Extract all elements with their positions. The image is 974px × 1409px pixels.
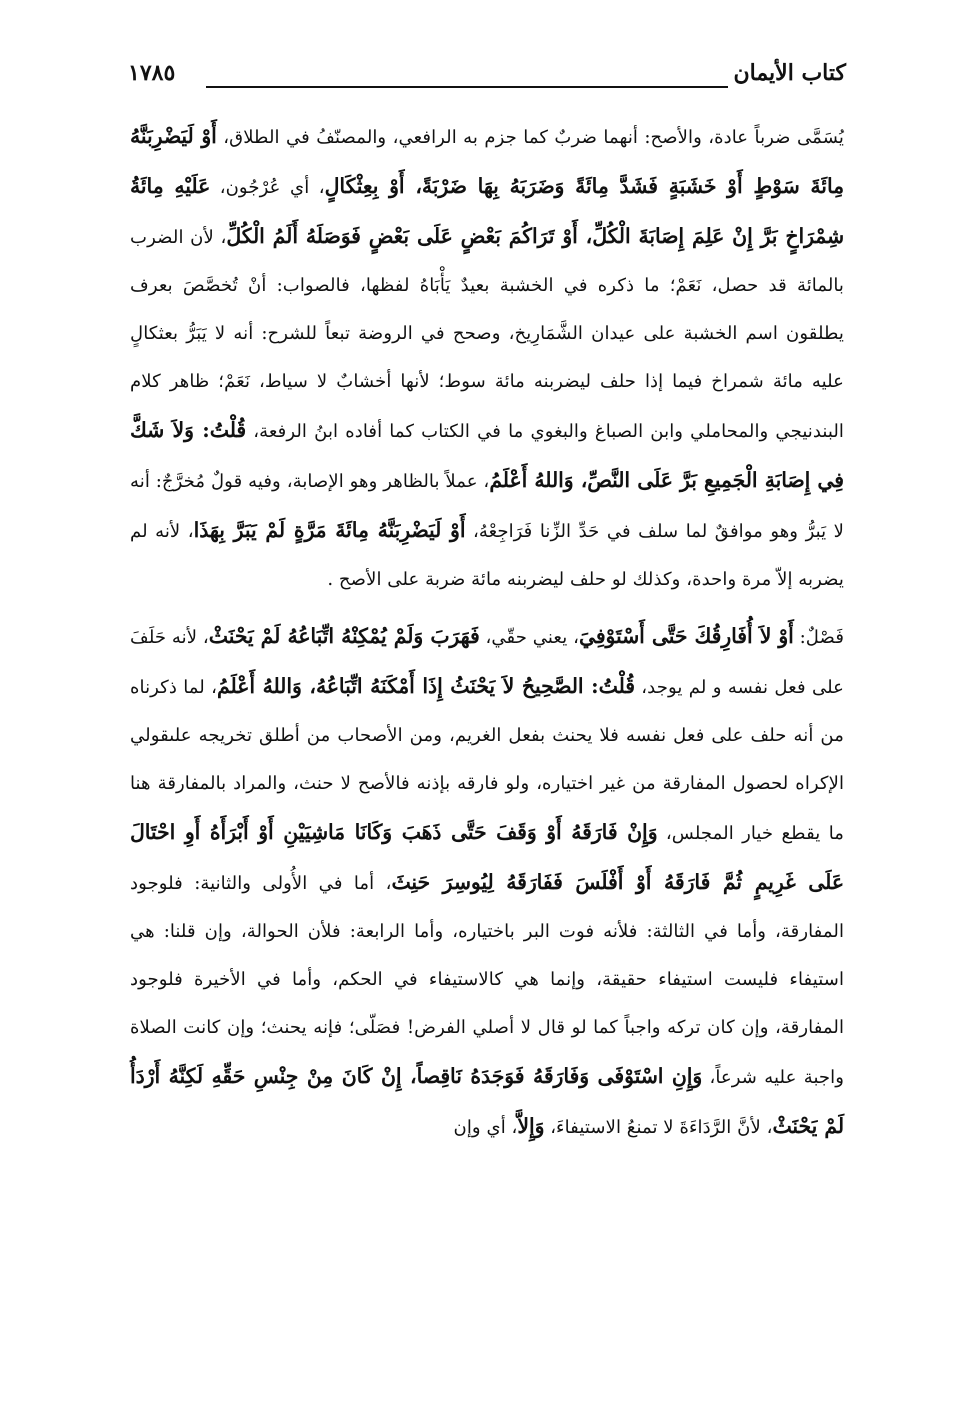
body-text bbox=[130, 112, 844, 1152]
text-run: ، عملاً بالظاهر وهو الإصابة، وفيه قولٌ مُخرَّجٌ: أنه لا يَبرُّ وهو موافقٌ لما سلف في حَدِّ الزِّنا فَرَاجِعْهُ، bbox=[130, 471, 845, 542]
paragraph-2 bbox=[130, 612, 844, 1152]
paragraph-1 bbox=[130, 112, 844, 604]
text-run: ، أي عُرْجُون، bbox=[210, 177, 325, 198]
section-label: فَصْلٌ: bbox=[793, 627, 845, 648]
text-run: ، أي وإن bbox=[453, 1117, 518, 1138]
text-run: ، أما في الأُولى والثانية: فلوجود المفارقة، وأما في الثالثة: فلأنه فوت البر باختياره، وأما الرابعة: فلأن الحوالة، وإن قلنا: هي استيفاء فليست استيفاء حقيقة، وإنما هي كالاستيفاء في الحكم، وأما في الأخيرة فلوجود المفارقة، وإن كان تركه واجباً كما لو قال لا أصلي الفرض! فصَلّى؛ فإنه يحنث؛ وإن كانت الصلاة واجبة عليه شرعاً، bbox=[130, 873, 845, 1088]
text-run: ، لأنه حَلَفَ على فعل نفسه و لم يوجد، bbox=[130, 627, 844, 698]
text-run: ، لأنَّ الرَّدَاءَةَ لا تمنعُ الاستيفاءَ، bbox=[544, 1117, 773, 1138]
text-run: يُسَمَّى ضرباً عادة، والأصح: أنهما ضربٌ كما جزم به الرافعي، والمصنّفُ في الطلاق، bbox=[216, 127, 844, 148]
matn-run: وَإِنِ اسْتَوْفَى وَفَارَقَهُ فَوَجَدَهُ نَاقِصاً، إِنْ كَانَ مِنْ جِنْسِ حَقِّهِ لَكِنَّهُ أَرْدَأُ لَمْ يَحْنَثْ bbox=[130, 1064, 844, 1138]
matn-run: عَلَيْهِ مِائَةُ شِمْرَاخٍ بَرَّ إِنْ عَلِمَ إِصَابَةَ الْكُلِّ، أَوْ تَرَاكُمَ بَعْضٍ عَلَى بَعْضٍ فَوَصَلَهُ أَلَمُ الْكُلِّ bbox=[130, 174, 844, 248]
text-run: ، يعني حقّي، bbox=[479, 627, 579, 648]
running-header bbox=[128, 58, 846, 94]
matn-run: أَوْ لَيَضْرِبَنَّهُ مِائَةَ سَوْطٍ أَوْ خَشَبَةٍ فَشَدَّ مِائَةً وَضَرَبَهُ بِهَا ضَرْبَةً، أَوْ بِعِثْكَالٍ bbox=[130, 124, 844, 198]
matn-run: وَإِلاَّ bbox=[517, 1114, 545, 1138]
matn-run: أَوْ لاَ أُفَارِقُكَ حَتَّى أَسْتَوْفِيَ bbox=[578, 624, 794, 648]
matn-run: وَإِنْ فَارَقَهُ أَوْ وَقَفَ حَتَّى ذَهَبَ وَكَانَا مَاشِيَيْنِ أَوْ أَبْرَأَهُ أَوِ احْتَالَ عَلَى غَرِيمٍ ثُمَّ فَارَقَهُ أَوْ أَفْلَسَ فَفَارَقَهُ لِيُوسِرَ حَنِثَ bbox=[130, 820, 844, 894]
text-run: ، لما ذكرناه من أنه حلف على فعل نفسه فلا يحنث بفعل الغريم، ومن الأصحاب من أطلق تخريجه علىقولي الإكراه لحصول المفارقة من غير اختياره، ولو فارقه بإذنه فالأصح لا حنث، والمراد بالمفارقة هنا ما يقطع خيار المجلس، bbox=[130, 677, 844, 844]
text-run: ، لأنه لم يضربه إلاّ مرة واحدة، وكذلك لو حلف ليضربنه مائة ضربة على الأصح . bbox=[130, 521, 844, 590]
matn-run: أَوْ لَيَضْرِبَنَّهُ مِائَةَ مَرَّةٍ لَمْ يَبَرَّ بِهَذَا bbox=[193, 518, 466, 542]
text-run: ، لأن الضرب بالمائة قد حصل، نَعَمْ؛ ما ذكره في الخشبة بعيدٌ يَأْبَاهُ لفظها، فالصواب: أنْ تُخصَّصَ بعرف يطلقون اسم الخشبة على عيدان الشَّمَارِيخ، وصحح في الروضة تبعاً للشرح: أنه لا يَبَرُّ بعثكالٍ عليه مائة شمراخ فيما إذا حلف ليضربنه مائة سوط؛ لأنها أخشابٌ لا سياط، نَعَمْ؛ ظاهر كلام البندنيجي والمحاملي وابن الصباغ والبغوي ما في الكتاب كما أفاده ابنُ الرفعة، bbox=[130, 227, 844, 442]
matn-run: قُلْتُ: الصَّحِيحُ لاَ يَحْنَثُ إِذَا أَمْكَنَهُ اتِّبَاعُهُ، وَاللهُ أَعْلَمُ bbox=[217, 674, 635, 698]
book-title: كتاب الأيمان bbox=[733, 60, 846, 86]
page-number: ١٧٨٥ bbox=[128, 60, 176, 86]
matn-run: فَهَرَبَ وَلَمْ يُمْكِنْهُ اتِّبَاعُهُ لَمْ يَحْنَثْ bbox=[208, 624, 480, 648]
header-rule bbox=[206, 86, 728, 88]
matn-run: قُلْتُ: وَلاَ شَكَّ فِي إِصَابَةِ الْجَمِيعِ بَرَّ عَلَى النَّصِّ، وَاللهُ أَعْلَمُ bbox=[130, 418, 844, 492]
